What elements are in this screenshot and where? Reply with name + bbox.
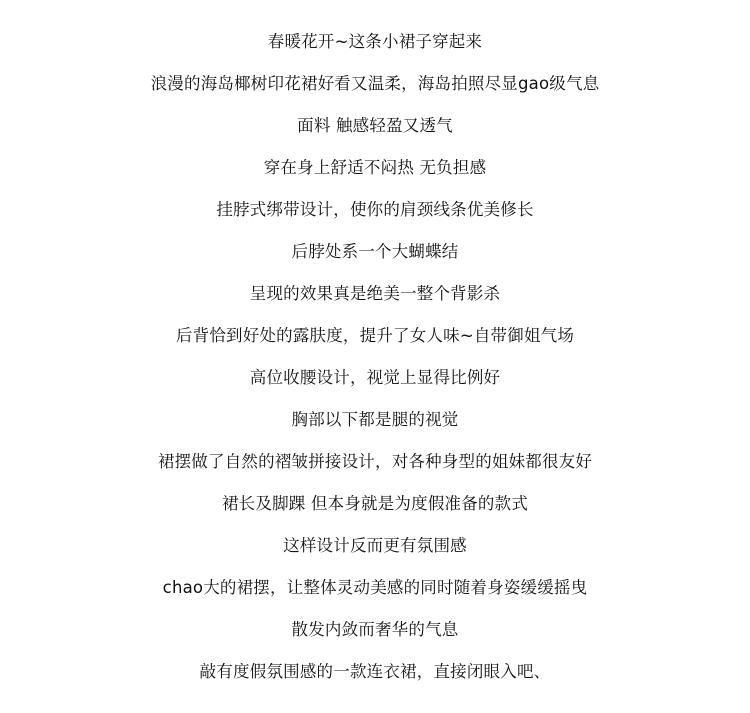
description-line: 面料 触感轻盈又透气 — [297, 116, 453, 135]
description-line: 胸部以下都是腿的视觉 — [291, 410, 459, 429]
description-line: chao大的裙摆，让整体灵动美感的同时随着身姿缓缓摇曳 — [162, 578, 588, 597]
description-line: 高位收腰设计，视觉上显得比例好 — [249, 368, 501, 387]
description-line: 裙长及脚踝 但本身就是为度假准备的款式 — [221, 494, 529, 513]
description-line: 裙摆做了自然的褶皱拼接设计，对各种身型的姐妹都很友好 — [157, 452, 593, 471]
description-line: 呈现的效果真是绝美一整个背影杀 — [249, 284, 501, 303]
description-line: 浪漫的海岛椰树印花裙好看又温柔，海岛拍照尽显gao级气息 — [150, 74, 600, 93]
description-line: 穿在身上舒适不闷热 无负担感 — [263, 158, 487, 177]
description-line: 散发内敛而奢华的气息 — [291, 620, 459, 639]
description-line: 后脖处系一个大蝴蝶结 — [291, 242, 459, 261]
description-line: 后背恰到好处的露肤度，提升了女人味~自带御姐气场 — [175, 326, 575, 345]
description-line: 敲有度假氛围感的一款连衣裙，直接闭眼入吧、 — [199, 662, 551, 681]
description-line: 挂脖式绑带设计，使你的肩颈线条优美修长 — [216, 200, 534, 219]
description-line: 春暖花开~这条小裙子穿起来 — [267, 32, 483, 51]
product-description — [0, 23, 750, 695]
description-line: 这样设计反而更有氛围感 — [283, 536, 467, 555]
